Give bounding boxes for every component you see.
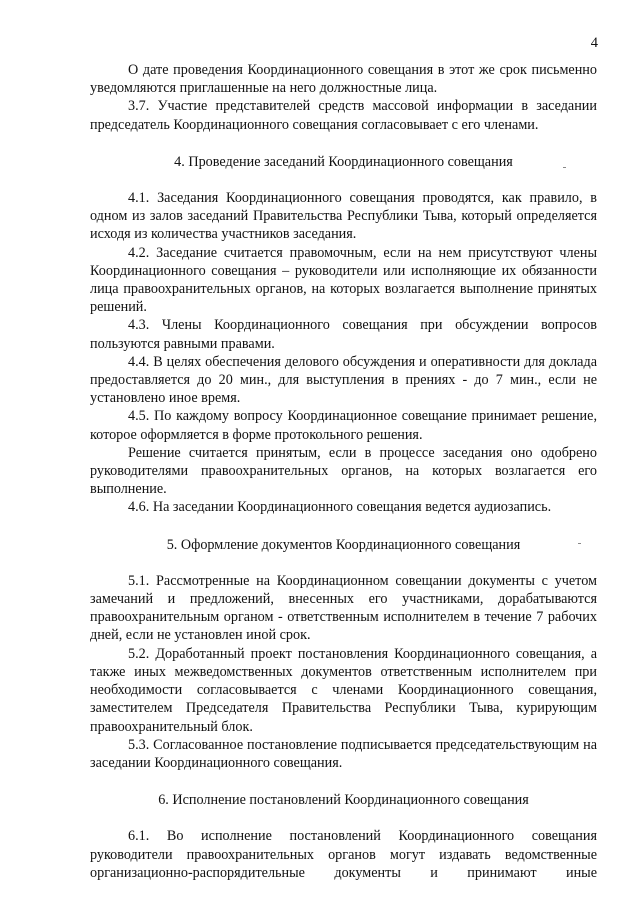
section-heading: 5. Оформление документов Координационного совещания — [166, 536, 521, 553]
paragraph: 5.1. Рассмотренные на Координационном совещании документы с учетом замечаний и предложений, внесенных его участниками, дорабатываются правоохранительным органом - ответственным исполнителем в течение 7 рабочих дней, если не установлен иной срок. — [90, 572, 597, 644]
scan-speck — [578, 543, 581, 544]
paragraph: Решение считается принятым, если в процессе заседания оно одобрено руководителями правоохранительных органов, на которых возлагается его выполнение. — [90, 444, 597, 498]
document-body — [90, 61, 597, 882]
paragraph: 4.3. Члены Координационного совещания при обсуждении вопросов пользуются равными правами. — [90, 317, 597, 352]
paragraph: 4.4. В целях обеспечения делового обсуждения и оперативности для доклада предоставляется до 20 мин., для выступления в прениях - до 7 мин., если не установлено иное время. — [90, 353, 597, 407]
scan-speck — [563, 167, 566, 168]
paragraph: 4.2. Заседание считается правомочным, если на нем присутствуют члены Координационного совещания – руководители или исполняющие их обязанности лица правоохранительных органов, на которых возлагается выполнение принятых решений. — [90, 244, 597, 316]
paragraph: О дате проведения Координационного совещания в этот же срок письменно уведомляются приглашенные на него должностные лица. — [90, 62, 597, 97]
paragraph: 3.7. Участие представителей средств массовой информации в заседании председатель Координационного совещания согласовывает с его членами. — [90, 98, 597, 133]
paragraph: 4.1. Заседания Координационного совещания проводятся, как правило, в одном из залов заседаний Правительства Республики Тыва, который определяется исходя из количества участников заседания. — [90, 190, 597, 243]
paragraph: 6.1. Во исполнение постановлений Координационного совещания руководители правоохранительных органов могут издавать ведомственные организационно-распорядительные документы и принимают иные — [90, 828, 597, 881]
paragraph: 5.3. Согласованное постановление подписывается председательствующим на заседании Координационного совещания. — [90, 736, 597, 771]
paragraph: 4.5. По каждому вопросу Координационное совещание принимает решение, которое оформляется в форме протокольного решения. — [90, 408, 597, 443]
paragraph: 5.2. Доработанный проект постановления Координационного совещания, а также иных межведомственных документов ответственным исполнителем при необходимости согласовывается с членами Координационного совещания, заместителем Председателя Правительства Республики Тыва, курирующим правоохранительный блок. — [90, 645, 597, 735]
section-heading: 4. Проведение заседаний Координационного совещания — [174, 153, 513, 170]
section-heading: 6. Исполнение постановлений Координационного совещания — [158, 792, 529, 809]
page-number: 4 — [590, 35, 598, 51]
paragraph: 4.6. На заседании Координационного совещания ведется аудиозапись. — [128, 499, 552, 516]
